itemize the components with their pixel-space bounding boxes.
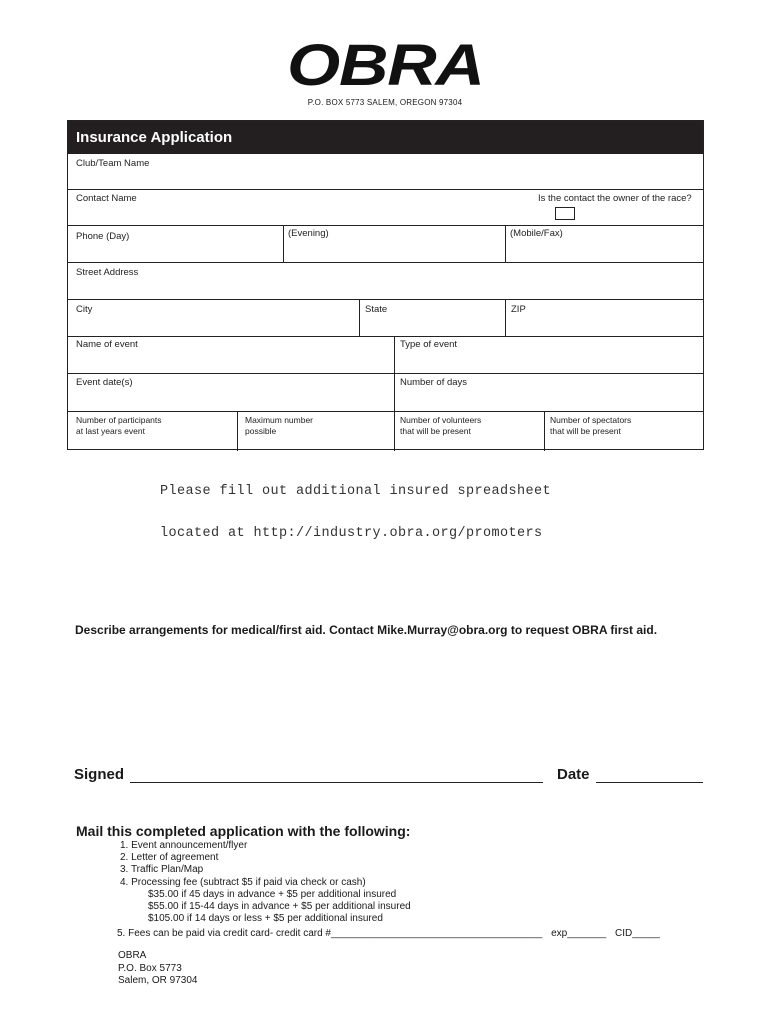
participants-label-line1: Number of participants [76, 415, 162, 425]
type-of-event-field[interactable] [395, 337, 703, 373]
list-item: 2. Letter of agreement [120, 852, 219, 864]
club-team-name-label: Club/Team Name [76, 158, 150, 169]
city-field[interactable] [68, 300, 359, 336]
mail-checklist [120, 840, 411, 925]
volunteers-label-line1: Number of volunteers [400, 415, 482, 425]
signed-label: Signed [74, 766, 125, 783]
address-line: OBRA [118, 950, 147, 961]
name-of-event-label: Name of event [76, 339, 138, 350]
spectators-label-line1: Number of spectators [550, 415, 632, 425]
date-label: Date [557, 766, 590, 783]
maximum-label-line2: possible [245, 426, 277, 436]
participants-label-line2: at last years event [76, 426, 145, 436]
state-label: State [365, 304, 388, 315]
city-label: City [76, 304, 93, 315]
signature-line[interactable] [130, 782, 543, 783]
spectators-label-line2: that will be present [550, 426, 621, 436]
event-dates-field[interactable] [68, 374, 394, 411]
contact-name-label: Contact Name [76, 193, 137, 204]
spreadsheet-notice-line2: located at http://industry.obra.org/promoters [160, 526, 543, 541]
mobile-fax-label: (Mobile/Fax) [510, 228, 563, 239]
insurance-application-form [67, 120, 704, 450]
mailing-address [118, 950, 198, 988]
number-of-days-label: Number of days [400, 377, 468, 388]
fee-item: $35.00 if 45 days in advance + $5 per additional insured [148, 888, 397, 900]
cid-field[interactable]: CID_____ [614, 928, 660, 939]
list-item: 1. Event announcement/flyer [120, 840, 248, 851]
spectators-field[interactable] [545, 412, 703, 450]
phone-day-label: Phone (Day) [76, 231, 130, 242]
date-line[interactable] [596, 782, 703, 783]
fee-item: $105.00 if 14 days or less + $5 per additional insured [148, 913, 383, 925]
event-dates-label: Event date(s) [76, 377, 133, 388]
list-item: 4. Processing fee (subtract $5 if paid via check or cash) [120, 876, 366, 888]
state-field[interactable] [360, 300, 505, 336]
spreadsheet-notice-line1: Please fill out additional insured spreadsheet [160, 484, 552, 499]
street-address-field[interactable] [68, 263, 703, 299]
owner-checkbox[interactable] [555, 207, 575, 220]
medical-arrangements-heading: Describe arrangements for medical/first aid. Contact Mike.Murray@obra.org to request OBRA first aid. [75, 623, 658, 637]
exp-field[interactable]: exp_______ [551, 928, 607, 939]
address-line: Salem, OR 97304 [118, 975, 198, 986]
name-of-event-field[interactable] [68, 337, 394, 373]
form-title: Insurance Application [68, 121, 703, 154]
mobile-fax-field[interactable] [506, 226, 703, 262]
fee-item: $55.00 if 15-44 days in advance + $5 per additional insured [148, 901, 411, 913]
mail-instructions-title: Mail this completed application with the following: [76, 823, 411, 839]
club-team-name-field[interactable] [68, 157, 703, 189]
evening-label: (Evening) [288, 228, 329, 239]
header-address: P.O. BOX 5773 SALEM, OREGON 97304 [307, 98, 463, 107]
medical-arrangements-field[interactable] [75, 645, 705, 755]
fee-list [120, 889, 411, 926]
number-of-days-field[interactable] [395, 374, 703, 411]
zip-label: ZIP [511, 304, 526, 315]
owner-question-label: Is the contact the owner of the race? [538, 193, 692, 204]
volunteers-field[interactable] [395, 412, 544, 450]
contact-name-field[interactable] [68, 190, 528, 225]
credit-card-line [117, 928, 660, 940]
street-address-label: Street Address [76, 267, 139, 278]
maximum-field[interactable] [238, 412, 394, 450]
address-line: P.O. Box 5773 [118, 962, 182, 974]
obra-logo [0, 33, 770, 98]
maximum-label-line1: Maximum number [245, 415, 314, 425]
type-of-event-label: Type of event [400, 339, 458, 350]
credit-card-number-label[interactable]: 5. Fees can be paid via credit card- credit card #______________________________________ [117, 928, 543, 939]
participants-field[interactable] [68, 412, 237, 450]
zip-field[interactable] [506, 300, 703, 336]
phone-evening-field[interactable] [284, 226, 505, 262]
logo-text: OBRA [286, 33, 484, 98]
list-item: 3. Traffic Plan/Map [120, 864, 204, 876]
phone-day-field[interactable] [68, 226, 283, 262]
volunteers-label-line2: that will be present [400, 426, 471, 436]
